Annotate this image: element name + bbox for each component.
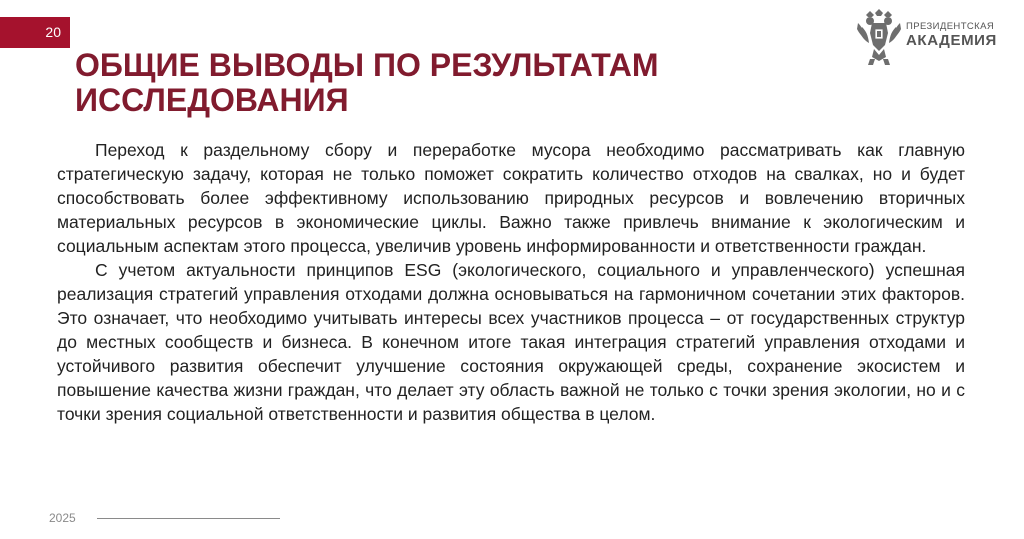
footer-year: 2025 [49,511,76,525]
academy-logo-text [906,21,997,50]
body-paragraph-1: Переход к раздельному сбору и переработке мусора необходимо рассматривать как главную стратегическую задачу, которая не только поможет сократить количество отходов на свалках, но и будет способствовать более эффективному использованию природных ресурсов и вовлечению вторичных материальных ресурсов в экономические циклы. Важно также привлечь внимание к экологическим и социальным аспектам этого процесса, увеличив уровень информированности и ответственности граждан. [57,140,965,256]
body-paragraph-2: С учетом актуальности принципов ESG (экологического, социального и управленческого) успешная реализация стратегий управления отходами должна основываться на гармоничном сочетании этих факторов. Это означает, что необходимо учитывать интересы всех участников процесса – от государственных структур до местных сообществ и бизнеса. В конечном итоге такая интеграция стратегий управления отходами и устойчивого развития обеспечит улучшение состояния окружающей среды, сохранение экосистем и повышение качества жизни граждан, что делает эту область важной не только с точки зрения экологии, но и с точки зрения социальной ответственности и развития общества в целом. [57,260,965,424]
page-number-badge: 20 [0,17,70,48]
logo-line-2: АКАДЕМИЯ [906,32,997,49]
academy-logo [856,9,996,65]
logo-line-1: ПРЕЗИДЕНТСКАЯ [906,21,995,32]
footer-divider [97,518,280,519]
double-headed-eagle-emblem-icon [856,9,902,65]
slide-title: ОБЩИЕ ВЫВОДЫ ПО РЕЗУЛЬТАТАМ ИССЛЕДОВАНИЯ [75,47,659,118]
slide-body [57,138,965,426]
